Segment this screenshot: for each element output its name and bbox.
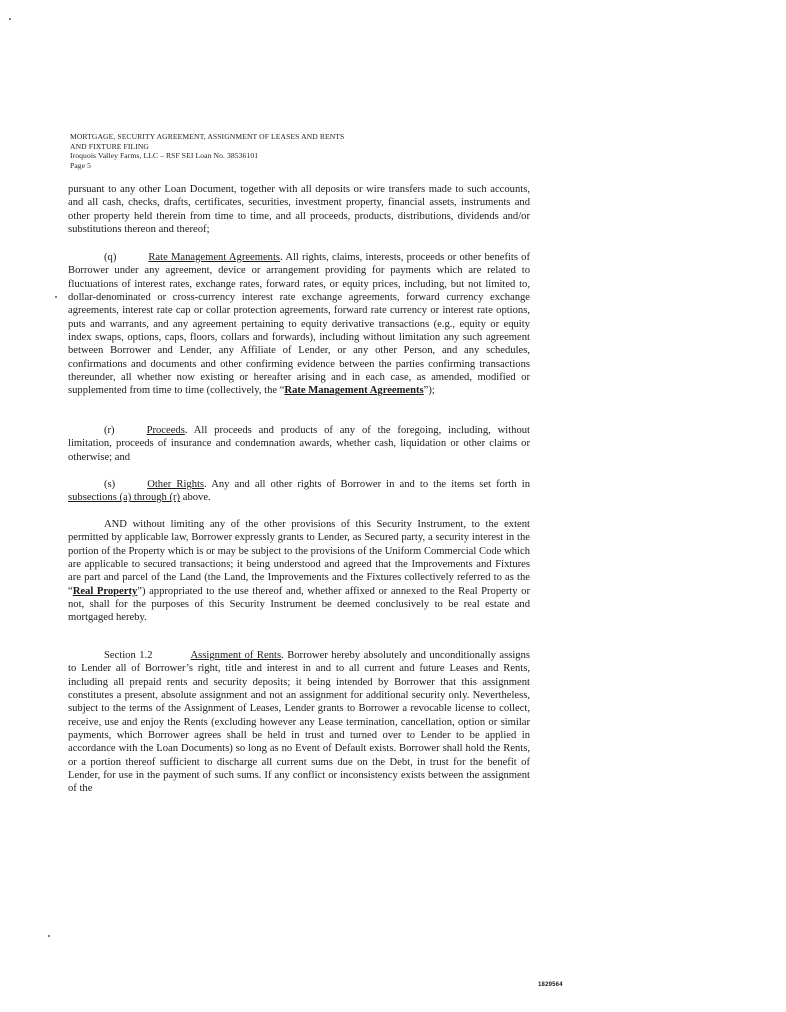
running-header: [70, 132, 530, 170]
subsection-title: Rate Management Agreements: [148, 252, 281, 263]
scan-speck: [48, 935, 50, 937]
header-title-line1: MORTGAGE, SECURITY AGREEMENT, ASSIGNMENT OF LEASES AND RENTS: [70, 132, 345, 141]
header-page-number: Page 5: [70, 160, 92, 170]
section-title: Assignment of Rents: [190, 650, 282, 661]
document-number: 1829564: [538, 982, 563, 988]
defined-term: Real Property: [72, 585, 138, 597]
paragraph-q-rate-management: (q) Rate Management Agreements. All rights, claims, interests, proceeds or other benefits of Borrower under any agreement, device or arrangement providing for payments which are related to fluctuations of interest rates, exchange rates, forward rates, or equity prices, including, but not limited to, dollar-denominated or cross-currency interest rate exchange agreements, forward currency exchange agreements, interest rate cap or collar protection agreements, forward rate currency or interest rate options, puts and warrants, and any agreement pertaining to equity derivative transactions (e.g., equity or equity index swaps, options, caps, floors, collars and forwards), including without limitation any such agreement between Borrower and Lender, any Affiliate of Lender, or any other Person, and any schedules, confirmations and documents and other confirming evidence between the parties confirming transactions thereunder, all whether now existing or hereafter arising and in each case, as amended, modified or supplemented from time to time (collectively, the “Rate Management Agreements”);: [68, 252, 530, 397]
subsection-label: (r): [104, 425, 115, 436]
paragraph-r-proceeds: (r) Proceeds. All proceeds and products of any of the foregoing, including, without limitation, proceeds of insurance and condemnation awards, whether cash, liquidation or other claims or otherwise; and: [68, 425, 530, 463]
section-label: Section 1.2: [104, 650, 153, 661]
subsection-title: Other Rights: [147, 479, 205, 490]
scan-speck: [55, 296, 57, 298]
paragraph-continuation: pursuant to any other Loan Document, together with all deposits or wire transfers made to such accounts, and all cash, checks, drafts, certificates, securities, investment property, financial assets, instruments and other property held therein from time to time, and all proceeds, products, distributions, dividends and/or substitutions thereon and thereof;: [68, 184, 530, 236]
section-1-2-assignment-of-rents: Section 1.2 Assignment of Rents. Borrower hereby absolutely and unconditionally assigns to Lender all of Borrower’s right, title and interest in and to all current and future Leases and Rents, including all prepaid rents and security deposits; it being intended by Borrower that this assignment constitutes a present, absolute assignment and not an assignment for additional security only. Nevertheless, subject to the terms of the Assignment of Leases, Lender grants to Borrower a revocable license to collect, receive, use and enjoy the Rents (excluding however any Lease termination, cancellation, option or similar payments, which Borrower agrees shall be held in trust and turned over to Lender to be applied in accordance with the Loan Documents) so long as no Event of Default exists. Borrower shall hold the Rents, or a portion thereof sufficient to discharge all current sums due on the Debt, in trust for the benefit of Lender, for use in the payment of such sums. If any conflict or inconsistency exists between the assignment of the: [68, 650, 530, 795]
header-loan-line: Iroquois Valley Farms, LLC – RSF SEI Loan No. 38536101: [70, 151, 259, 161]
defined-term: Rate Management Agreements: [284, 385, 424, 397]
paragraph-and-grant: AND without limiting any of the other provisions of this Security Instrument, to the extent permitted by applicable law, Borrower expressly grants to Lender, as Secured party, a security interest in the portion of the Property which is or may be subject to the provisions of the Uniform Commercial Code which are applicable to secured transactions; it being understood and agreed that the Improvements and Fixtures are part and parcel of the Land (the Land, the Improvements and the Fixtures collectively referred to as the “Real Property”) appropriated to the use thereof and, whether affixed or annexed to the Real Property or not, shall for the purposes of this Security Instrument be deemed conclusively to be real estate and mortgaged hereby.: [68, 519, 530, 624]
scan-speck: [9, 18, 11, 20]
subsection-title: Proceeds: [146, 425, 185, 436]
header-title-line2: AND FIXTURE FILING: [70, 141, 149, 151]
subsection-label: (s): [104, 479, 116, 490]
subsection-label: (q): [104, 252, 117, 263]
cross-reference: subsections (a) through (r): [68, 492, 181, 504]
paragraph-s-other-rights: (s) Other Rights. Any and all other rights of Borrower in and to the items set forth in subsections (a) through (r) above.: [68, 479, 530, 504]
